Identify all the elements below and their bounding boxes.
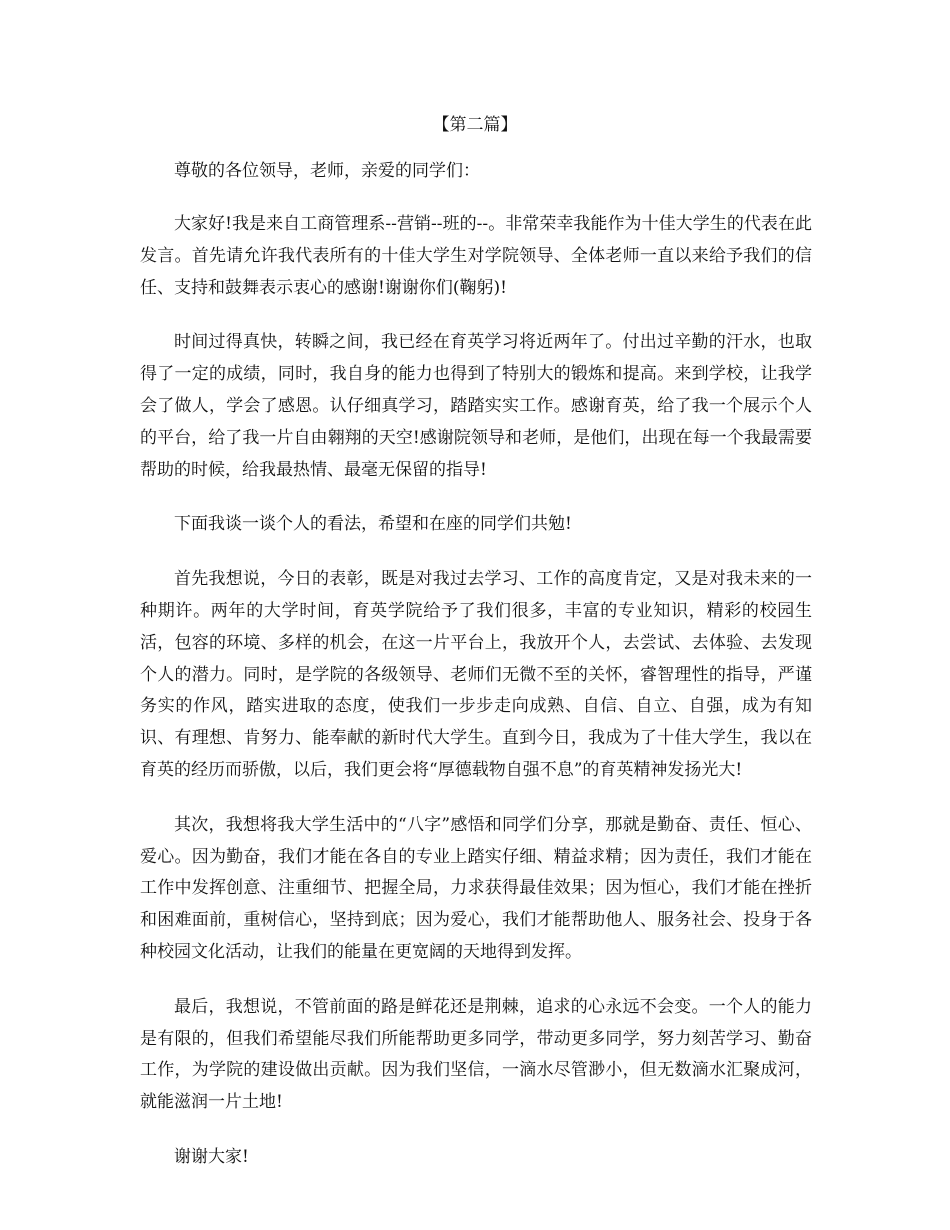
paragraph-closing: 谢谢大家! xyxy=(174,1146,249,1167)
paragraph-second-point: 其次，我想将我大学生活中的“八字”感悟和同学们分享，那就是勤奋、责任、恒心、爱心。因为勤奋，我们才能在各自的专业上踏实仔细、精益求精；因为责任，我们才能在工作中发挥创意、注重细节、把握全局，力求获得最佳效果；因为恒心，我们才能在挫折和困难面前，重树信心，坚持到底；因为爱心，我们才能帮助他人、服务社会、投身于各种校园文化活动，让我们的能量在更宽阔的天地得到发挥。 xyxy=(140,814,812,962)
paragraph-first-point: 首先我想说，今日的表彰，既是对我过去学习、工作的高度肯定，又是对我未来的一种期许。两年的大学时间，育英学院给予了我们很多，丰富的专业知识，精彩的校园生活，包容的环境、多样的机会，在这一片平台上，我放开个人，去尝试、去体验、去发现个人的潜力。同时，是学院的各级领导、老师们无微不至的关怀，睿智理性的指导，严谨务实的作风，踏实进取的态度，使我们一步步走向成熟、自信、自立、自强，成为有知识、有理想、肯努力、能奉献的新时代大学生。直到今日，我成为了十佳大学生，我以在育英的经历而骄傲，以后，我们更会将“厚德载物自强不息”的育英精神发扬光大! xyxy=(140,569,812,780)
paragraph-final-point: 最后，我想说，不管前面的路是鲜花还是荆棘，追求的心永远不会变。一个人的能力是有限的，但我们希望能尽我们所能帮助更多同学，带动更多同学，努力刻苦学习、勤奋工作，为学院的建设做出贡献。因为我们坚信，一滴水尽管渺小，但无数滴水汇聚成河，就能滋润一片土地! xyxy=(140,996,812,1113)
paragraph-transition: 下面我谈一谈个人的看法，希望和在座的同学们共勉! xyxy=(174,514,572,535)
paragraph-greeting: 大家好!我是来自工商管理系--营销--班的--。非常荣幸我能作为十佳大学生的代表在此发言。首先请允许我代表所有的十佳大学生对学院领导、全体老师一直以来给予我们的信任、支持和鼓舞表示衷心的感谢!谢谢你们(鞠躬)! xyxy=(140,214,812,298)
paragraph-salutation: 尊敬的各位领导，老师，亲爱的同学们： xyxy=(174,161,480,181)
paragraph-time-reflection: 时间过得真快，转瞬之间，我已经在育英学习将近两年了。付出过辛勤的汗水，也取得了一定的成绩，同时，我自身的能力也得到了特别大的锻炼和提高。来到学校，让我学会了做人，学会了感恩。认仔细真学习，踏踏实实工作。感谢育英，给了我一个展示个人的平台，给了我一片自由翱翔的天空!感谢院领导和老师，是他们，出现在每一个我最需要帮助的时候，给我最热情、最毫无保留的指导! xyxy=(140,332,812,480)
document-title: 【第二篇】 xyxy=(432,115,518,135)
document-body xyxy=(140,156,812,1197)
